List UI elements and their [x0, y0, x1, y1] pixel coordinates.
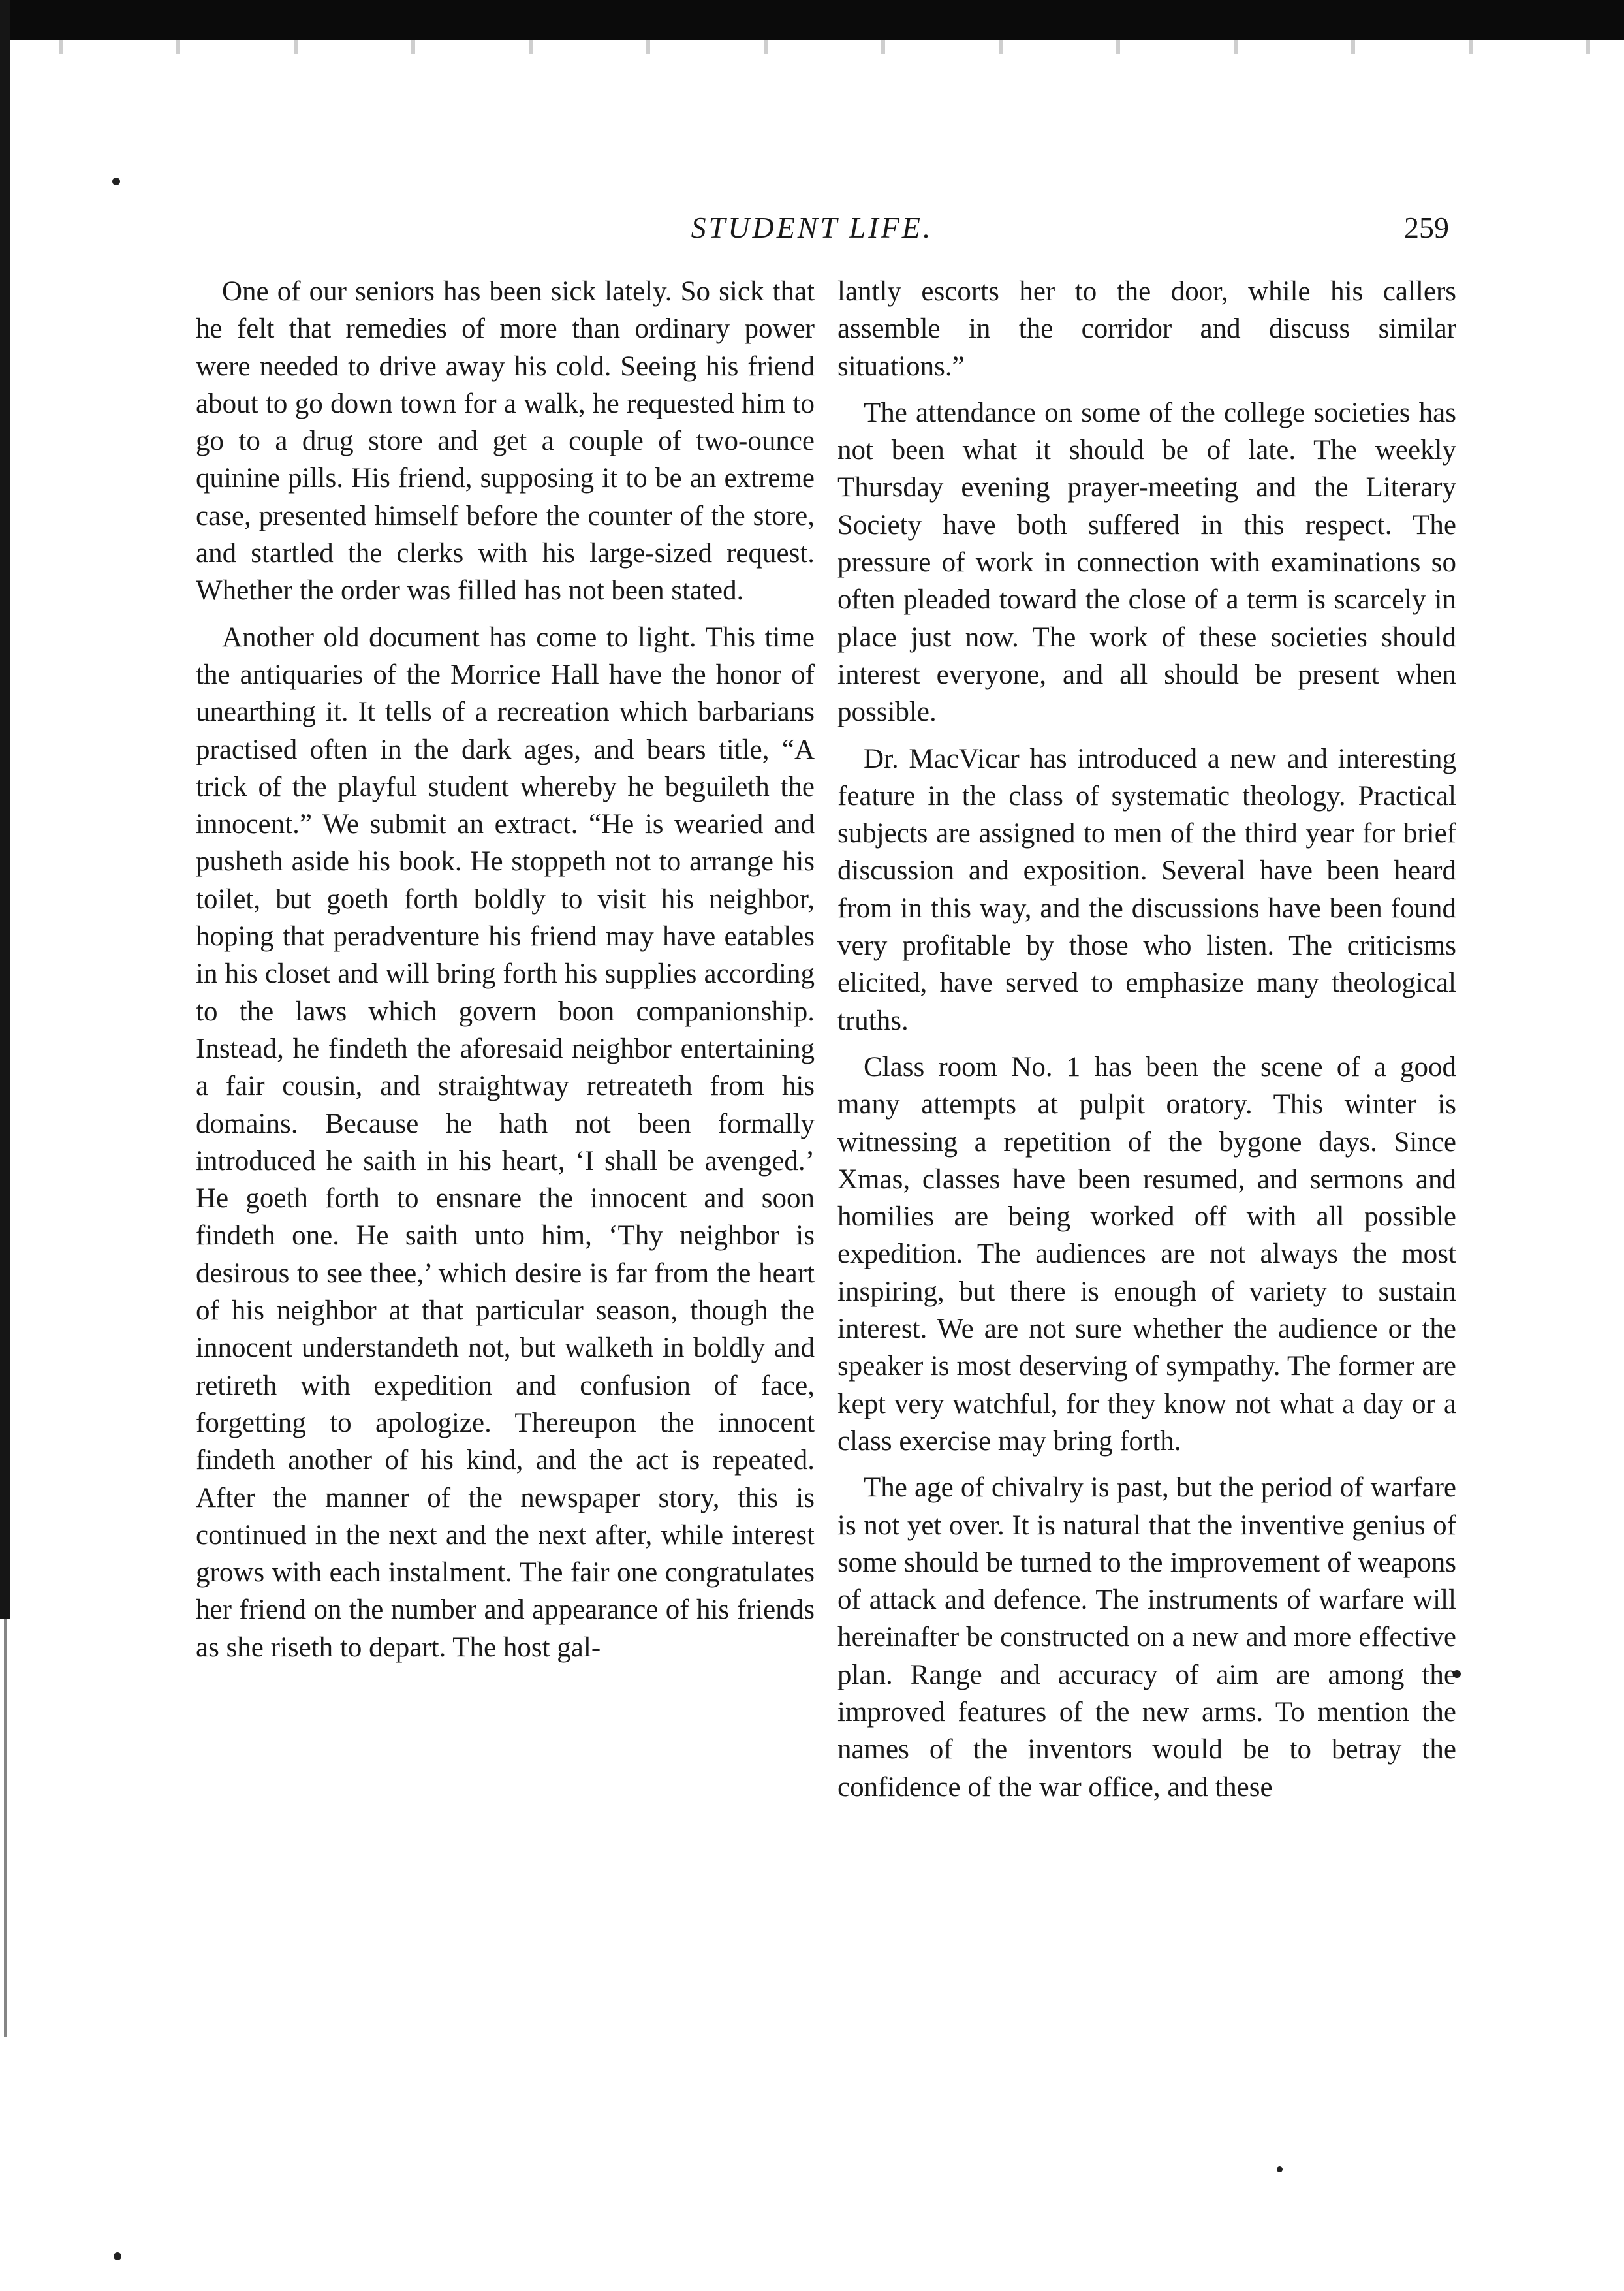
paragraph-seniors-sick: One of our seniors has been sick lately. So sick that he felt that remedies of more than ordinary power were needed to drive away his cold. Seeing his friend about to go down town for a walk, he requested him to go to a drug store and get a couple of two-ounce quinine pills. His friend, supposing it to be an extreme case, presented himself before the counter of the store, and startled the clerks with his large-sized request. Whether the order was filled has not been stated. [196, 276, 815, 607]
scan-top-border [0, 0, 1624, 40]
paragraph-theology-class: Dr. MacVicar has introduced a new and interesting feature in the class of systematic theology. Practical subjects are assigned to men of the third year for brief discussion and exposition. Several have been heard from in this way, and the discussions have been found very profitable by those who listen. The criticisms elicited, have served to emphasize many theological truths. [837, 743, 1456, 1036]
scan-speck [112, 178, 120, 185]
page-number: 259 [1404, 211, 1449, 244]
left-column [196, 273, 815, 1675]
right-column [837, 273, 1456, 1815]
paragraph-continuation: lantly escorts her to the door, while his callers assemble in the corridor and discuss similar situations.” [837, 276, 1456, 382]
paragraph-pulpit-oratory: Class room No. 1 has been the scene of a good many attempts at pulpit oratory. This winter is witnessing a repetition of the bygone days. Since Xmas, classes have been resumed, and sermons and homilies are being worked off with all possible expedition. The audiences are not always the most inspiring, but there is enough of variety to sustain interest. We are not sure whether the audience or the speaker is most deserving of sympathy. The former are kept very watchful, for they know not what a day or a class exercise may bring forth. [837, 1051, 1456, 1457]
scan-speck [114, 2252, 121, 2260]
paragraph-society-attendance: The attendance on some of the college societies has not been what it should be of late. The weekly Thursday evening prayer-meeting and the Literary Society have both suffered in this respect. The pressure of work in connection with examinations so often pleaded toward the close of a term is scarcely in place just now. The work of these societies should interest everyone, and all should be present when possible. [837, 397, 1456, 728]
running-header-title: STUDENT LIFE. [691, 211, 933, 244]
scan-noise [0, 40, 1624, 54]
paragraph-warfare: The age of chivalry is past, but the period of warfare is not yet over. It is natural that the inventive genius of some should be turned to the improvement of weapons of attack and defence. The instruments of warfare will hereinafter be constructed on a new and more effective plan. Range and accuracy of aim are among the improved features of the new arms. To mention the names of the inventors would be to betray the confidence of the war office, and these [837, 1472, 1456, 1803]
scan-left-border-lower [4, 1619, 7, 2037]
scan-speck [1277, 2166, 1283, 2172]
paragraph-old-document: Another old document has come to light. This time the antiquaries of the Morrice Hall have the honor of unearthing it. It tells of a recreation which barbarians practised often in the dark ages, and bears title, “A trick of the playful student whereby he beguileth the innocent.” We submit an extract. “He is wearied and pusheth aside his book. He stoppeth not to arrange his toilet, but goeth forth boldly to visit his neighbor, hoping that peradventure his friend may have eatables in his closet and will bring forth his supplies according to the laws which govern boon companionship. Instead, he findeth the aforesaid neighbor entertaining a fair cousin, and straightway retreateth from his domains. Because he hath not been formally introduced he saith in his heart, ‘I shall be avenged.’ He goeth forth to ensnare the innocent and soon findeth one. He saith unto him, ‘Thy neighbor is desirous to see thee,’ which desire is far from the heart of his neighbor at that particular season, though the innocent understandeth not, but walketh in boldly and retireth with expedition and confusion of face, forgetting to apologize. Thereupon the innocent findeth another of his kind, and the act is repeated. After the manner of the newspaper story, this is continued in the next and the next after, while interest grows with each instalment. The fair one congratulates her friend on the number and appearance of his friends as she riseth to depart. The host gal- [196, 622, 815, 1663]
